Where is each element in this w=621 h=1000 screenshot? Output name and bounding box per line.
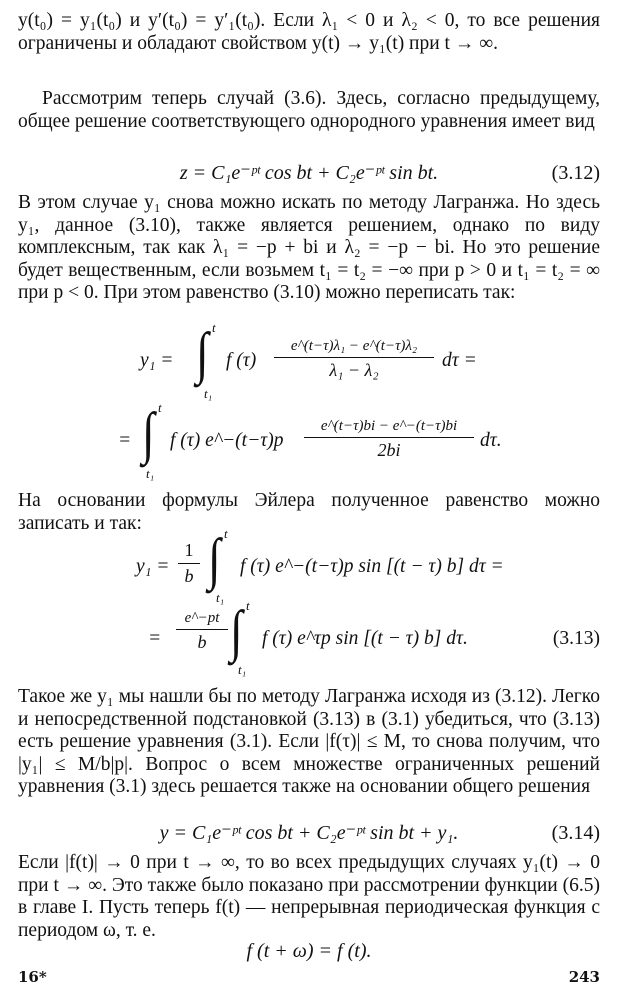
equation-3-12-number: (3.12) (551, 162, 600, 184)
integral-4-coef-denominator: b (197, 632, 207, 652)
integral-1-upper-limit: t (212, 320, 216, 335)
integral-1-tail: dτ = (442, 350, 477, 371)
integral-4-lhs: = (148, 628, 162, 649)
integral-4-lower-limit: t₁ (238, 662, 247, 677)
integral-3-sign: ∫ (208, 526, 221, 591)
integral-equation-2 (18, 400, 600, 480)
paragraph-1: y(t₀) = y₁(t₀) и y′(t₀) = y′₁(t₀). Если λ₁ < 0 и λ₂ < 0, то все решения ограничены и обладают свойством y(t) → y₁(t) при t → ∞. (18, 10, 600, 54)
integral-2-denominator: 2bi (377, 440, 401, 460)
integral-4-upper-limit: t (246, 598, 250, 613)
integral-3-upper-limit: t (224, 526, 228, 541)
paragraph-5: Такое же y₁ мы нашли бы по методу Лагранжа исходя из (3.12). Легко и непосредственной подстановкой (3.13) в (3.1) убедиться, что (3.13) есть решение уравнения (3.1). Если |f(τ)| ≤ M, то снова получим, что |y₁| ≤ M/b|p|. Вопрос о всем множестве ограниченных решений уравнения (3.1) здесь решается также на основании общего решения (18, 686, 600, 797)
integral-3-body: f (τ) e^−(t−τ)p sin [(t − τ) b] dτ = (240, 556, 504, 577)
integral-3-lower-limit: t₁ (216, 590, 225, 605)
integral-4-coefficient (176, 610, 228, 653)
integral-3-coef-denominator: b (184, 566, 194, 586)
integral-equation-4 (18, 598, 600, 677)
integral-4-sign: ∫ (230, 598, 243, 663)
integral-1-lhs: y₁ = (140, 350, 174, 371)
integral-1-sign: ∫ (196, 320, 209, 385)
integral-2-integrand: f (τ) e^−(t−τ)p (170, 430, 284, 451)
integral-2-lower-limit: t₁ (146, 466, 155, 481)
integral-1-integrand: f (τ) (226, 350, 257, 371)
integral-4-body: f (τ) e^τp sin [(t − τ) b] dτ. (262, 628, 468, 649)
equation-3-14-number: (3.14) (551, 822, 600, 844)
integral-3-lhs: y₁ = (136, 556, 170, 577)
integral-1-fraction (274, 338, 434, 381)
fraction-bar (304, 437, 474, 438)
equation-3-12-body: z = C₁e⁻ᵖᵗ cos bt + C₂e⁻ᵖᵗ sin bt. (179, 162, 439, 184)
paragraph-2: Рассмотрим теперь случай (3.6). Здесь, согласно предыдущему, общее решение соответствующего однородного уравнения имеет вид (18, 88, 600, 132)
equation-3-12 (18, 158, 600, 188)
equation-3-14-body: y = C₁e⁻ᵖᵗ cos bt + C₂e⁻ᵖᵗ sin bt + y₁. (159, 822, 459, 844)
equation-3-14 (18, 818, 600, 848)
book-page (18, 10, 600, 990)
fraction-bar (178, 563, 200, 564)
integral-equation-3 (18, 526, 600, 605)
integral-3-coefficient (178, 540, 200, 587)
paragraph-3: В этом случае y₁ снова можно искать по методу Лагранжа. Но здесь y₁, данное (3.10), также является решением, однако по виду комплексным, так как λ₁ = −p + bi и λ₂ = −p − bi. Но это решение будет вещественным, если возьмем t₁ = t₂ = −∞ при p > 0 и t₁ = t₂ = ∞ при p < 0. При этом равенство (3.10) можно переписать так: (18, 192, 600, 303)
paragraph-6: Если |f(t)| → 0 при t → ∞, то во всех предыдущих случаях y₁(t) → 0 при t → ∞. Это также было показано при рассмотрении функции (6.5) в главе I. Пусть теперь f(t) — непрерывная периодическая функция с периодом ω, т. е. (18, 852, 600, 941)
signature-mark: 16* (18, 968, 47, 986)
integral-2-fraction (304, 418, 474, 461)
equation-periodic-body: f (t + ω) = f (t). (246, 940, 372, 962)
fraction-bar (176, 629, 228, 630)
integral-3-coef-numerator: 1 (184, 540, 194, 560)
integral-2-tail: dτ. (480, 430, 502, 451)
page-number: 243 (568, 968, 600, 986)
integral-2-sign: ∫ (142, 400, 155, 465)
integral-2-upper-limit: t (158, 400, 162, 415)
integral-1-lower-limit: t₁ (204, 386, 213, 401)
integral-4-coef-numerator: e^−pt (184, 610, 220, 626)
paragraph-4: На основании формулы Эйлера полученное равенство можно записать и так: (18, 490, 600, 534)
integral-1-denominator: λ₁ − λ₂ (329, 360, 379, 380)
integral-equation-1 (18, 320, 600, 400)
integral-2-numerator: e^(t−τ)bi − e^−(t−τ)bi (320, 418, 458, 434)
fraction-bar (274, 357, 434, 358)
integral-1-numerator: e^(t−τ)λ₁ − e^(t−τ)λ₂ (290, 338, 418, 354)
integral-2-lhs: = (118, 430, 132, 451)
equation-periodic (18, 938, 600, 964)
equation-3-13-number: (3.13) (552, 628, 600, 649)
